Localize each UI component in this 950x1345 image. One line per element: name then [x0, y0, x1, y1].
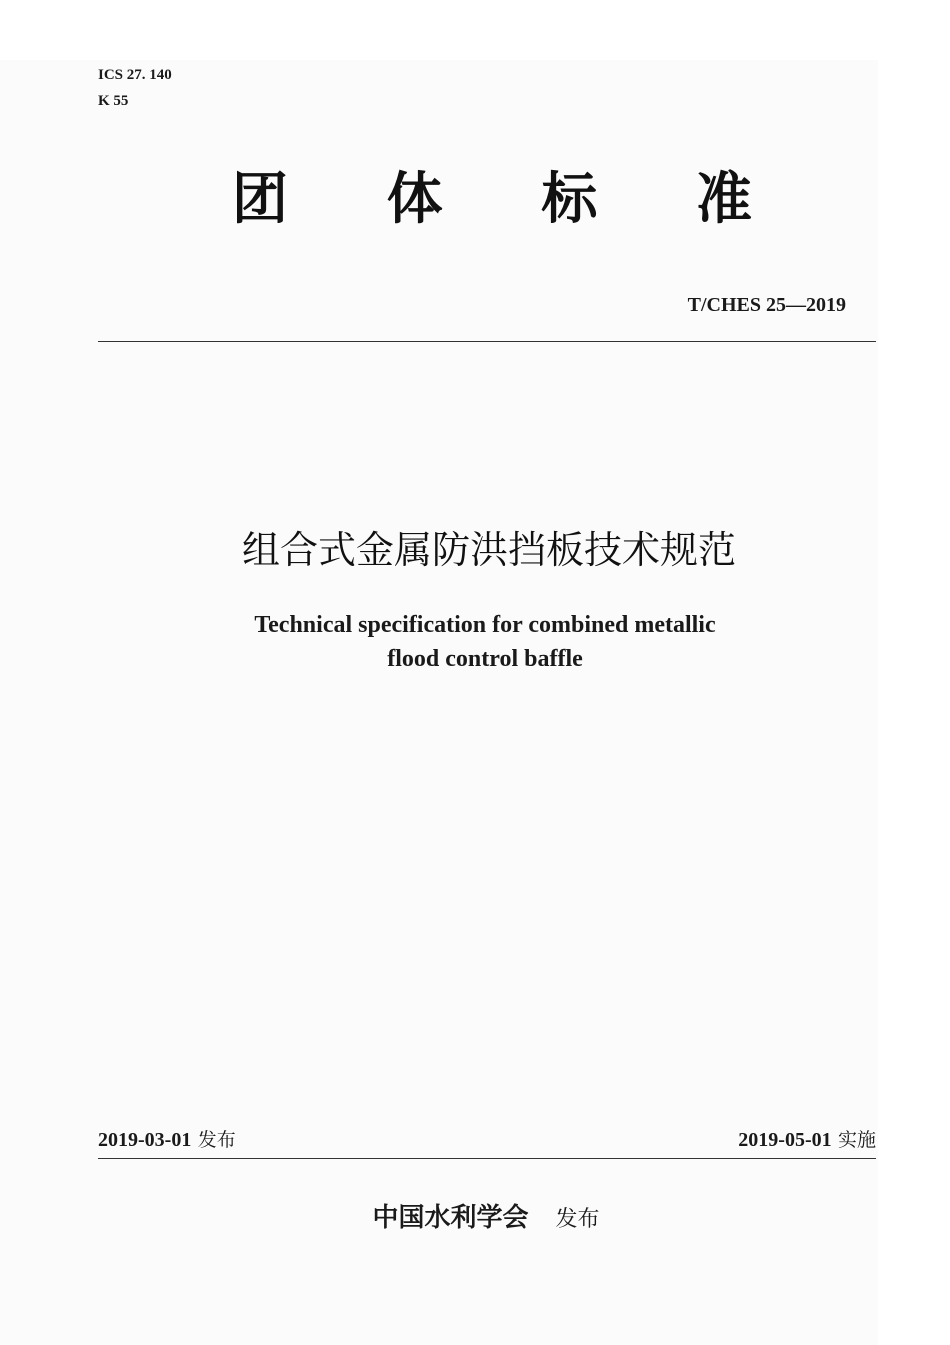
implementation-label: 实施: [837, 1129, 876, 1151]
title-english-line2: flood control baffle: [387, 646, 583, 672]
publisher-name: 中国水利学会: [372, 1203, 529, 1233]
title-chinese: 组合式金属防洪挡板技术规范: [241, 528, 736, 572]
standard-type-char: 标: [541, 167, 598, 232]
ics-code: ICS 27. 140: [98, 67, 172, 83]
standard-type-char: 团: [232, 167, 288, 232]
issue-date-row: [98, 1124, 236, 1155]
top-divider: [98, 341, 876, 342]
ccs-code: K 55: [98, 93, 129, 109]
standard-type-char: 准: [695, 167, 752, 232]
title-english-line1: Technical specification for combined metallic: [254, 612, 716, 638]
publisher-line: [0, 1198, 950, 1240]
standard-type-char: 体: [386, 167, 443, 232]
standard-type-heading: [232, 160, 752, 240]
implementation-date-row: [738, 1124, 876, 1155]
standard-number: T/CHES 25—2019: [687, 294, 846, 316]
publisher-action: 发布: [555, 1207, 600, 1232]
implementation-date: 2019-05-01: [738, 1129, 832, 1151]
bottom-divider: [98, 1158, 876, 1159]
issue-date: 2019-03-01: [98, 1129, 192, 1151]
issue-label: 发布: [197, 1129, 236, 1151]
